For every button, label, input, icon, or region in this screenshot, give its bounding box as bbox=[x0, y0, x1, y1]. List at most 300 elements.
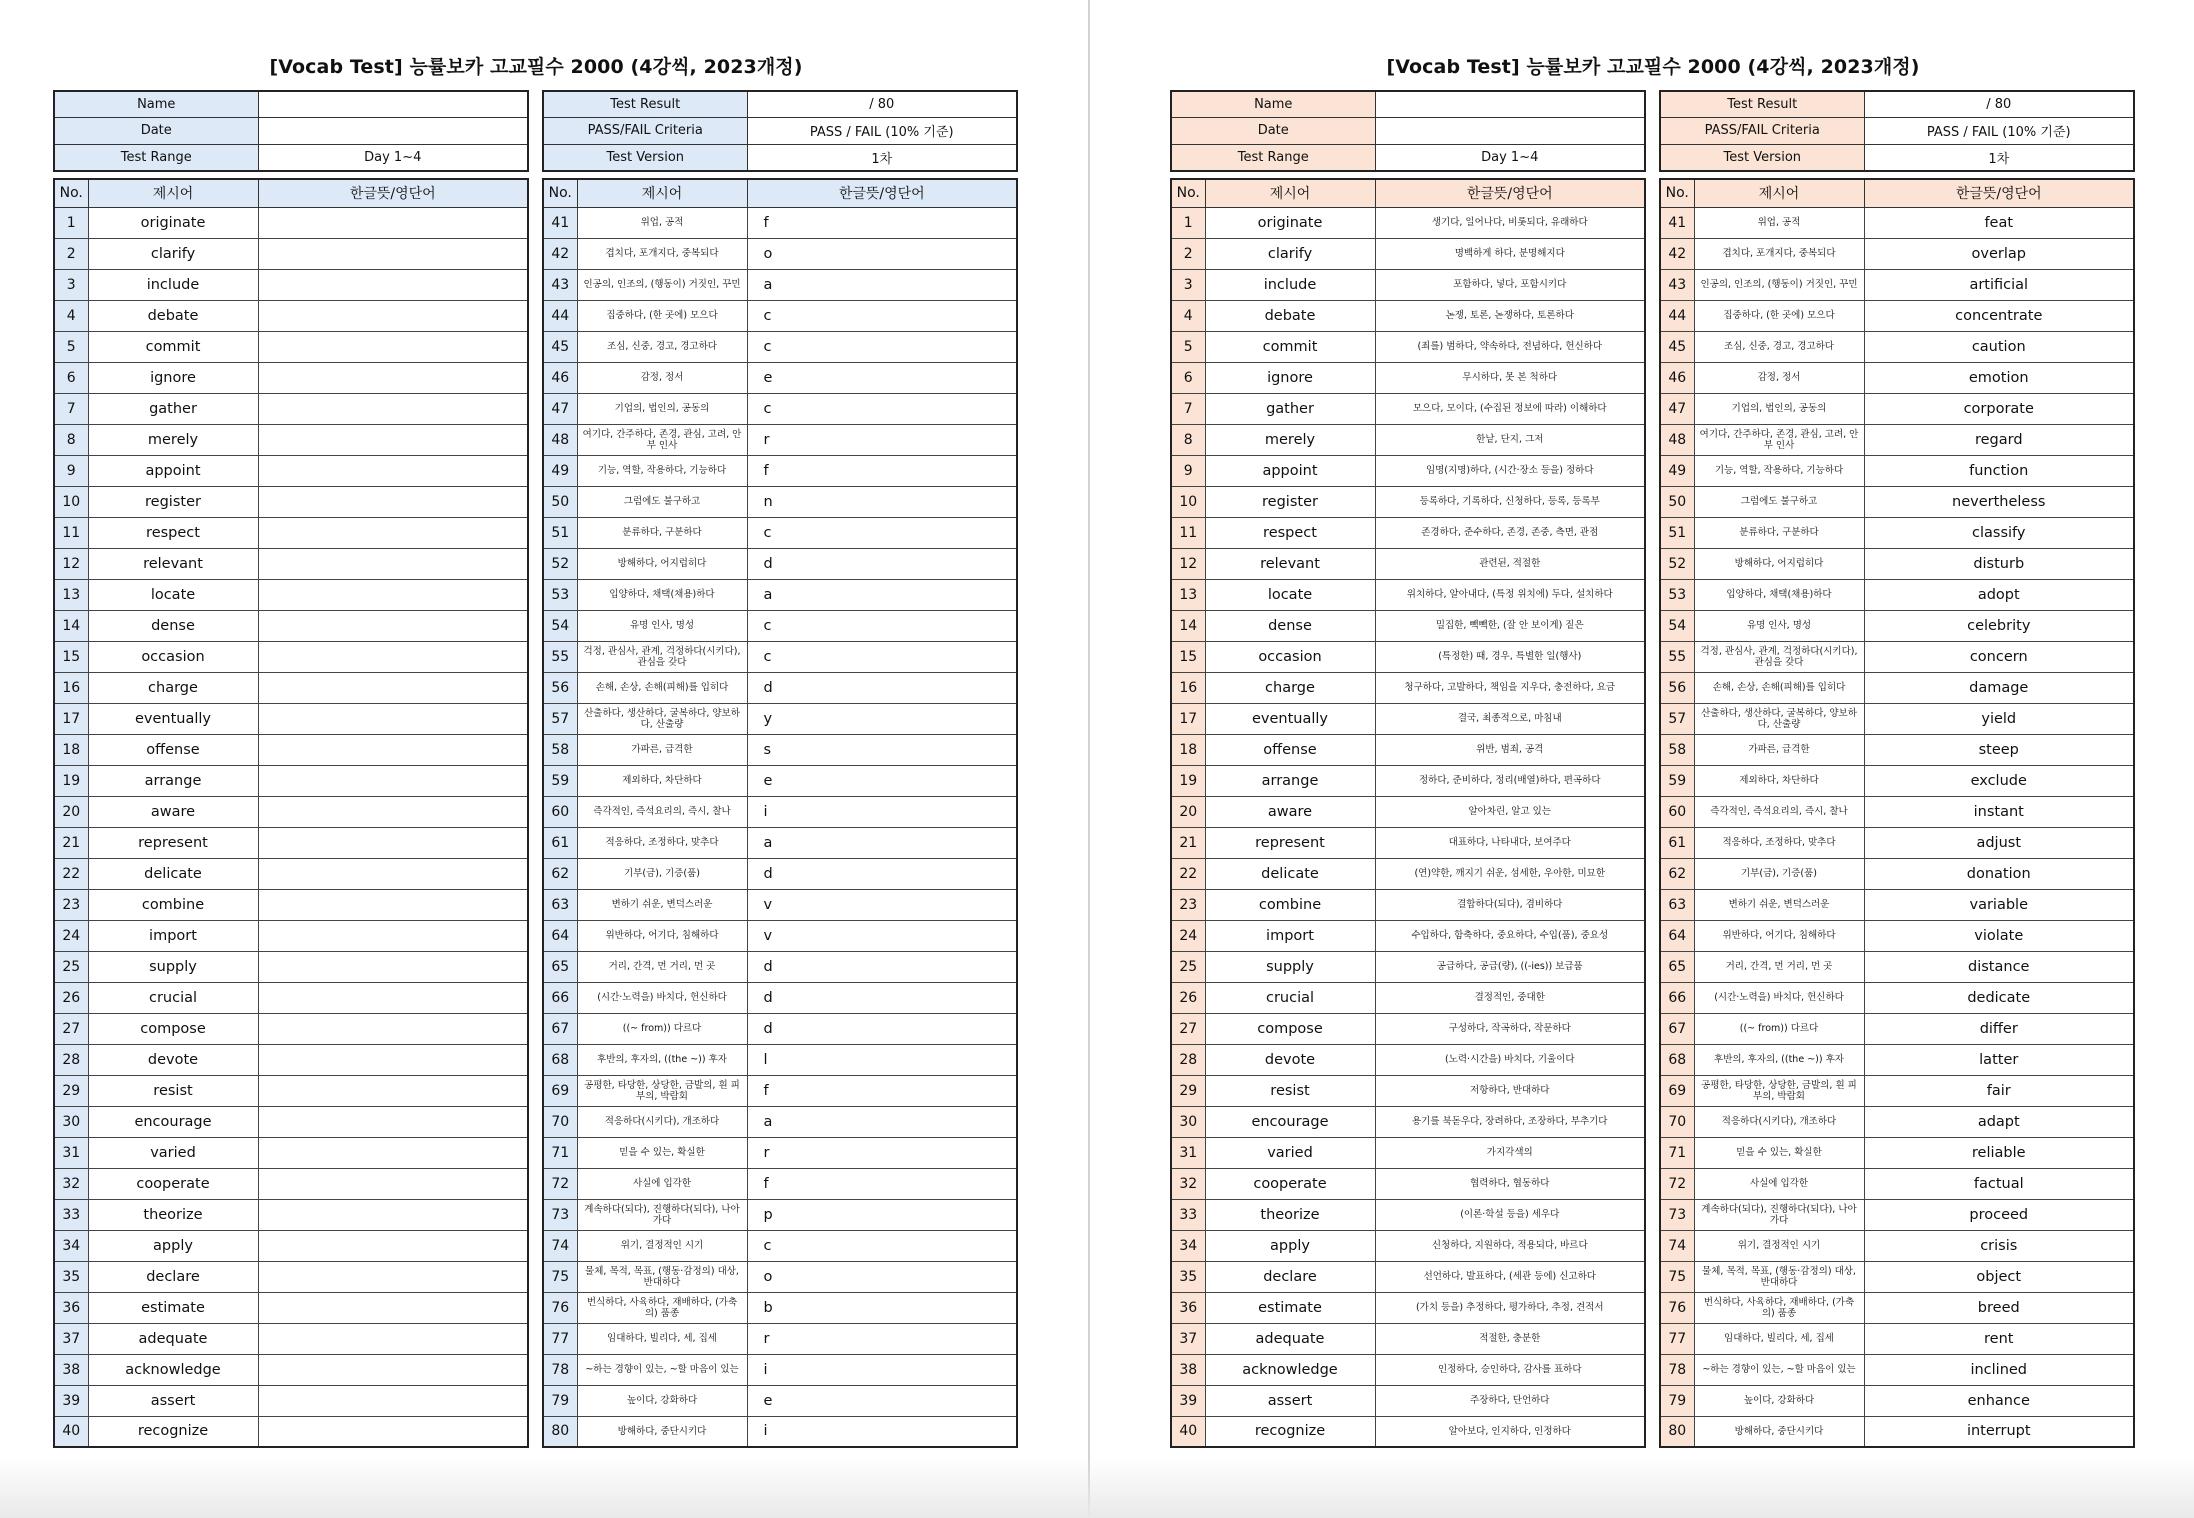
prompt-word: supply bbox=[88, 951, 258, 982]
answer-hint[interactable]: r bbox=[747, 424, 1017, 455]
answer-cell[interactable] bbox=[258, 1168, 528, 1199]
answer-cell[interactable] bbox=[258, 982, 528, 1013]
table-row bbox=[1171, 548, 1645, 579]
row-number: 26 bbox=[1171, 982, 1205, 1013]
prompt-meaning: 거리, 간격, 먼 거리, 먼 곳 bbox=[577, 951, 747, 982]
row-number: 57 bbox=[1660, 703, 1694, 734]
prompt-meaning: 위기, 결정적인 시기 bbox=[577, 1230, 747, 1261]
answer-cell[interactable] bbox=[258, 1230, 528, 1261]
row-number: 14 bbox=[1171, 610, 1205, 641]
prompt-meaning: 손해, 손상, 손해(피해)를 입히다 bbox=[1694, 672, 1864, 703]
answer-hint[interactable]: c bbox=[747, 517, 1017, 548]
answer-hint[interactable]: r bbox=[747, 1323, 1017, 1354]
row-number: 7 bbox=[1171, 393, 1205, 424]
prompt-word: offense bbox=[88, 734, 258, 765]
row-number: 35 bbox=[54, 1261, 88, 1292]
answer-cell[interactable] bbox=[258, 1106, 528, 1137]
answer-meaning: 청구하다, 고발하다, 책임을 지우다, 충전하다, 요금 bbox=[1375, 672, 1645, 703]
table-row bbox=[1660, 734, 2134, 765]
row-number: 19 bbox=[54, 765, 88, 796]
table-row bbox=[54, 300, 528, 331]
table-row bbox=[543, 1199, 1017, 1230]
answer-meaning: (연)약한, 깨지기 쉬운, 섬세한, 우아한, 미묘한 bbox=[1375, 858, 1645, 889]
prompt-meaning: ((~ from)) 다르다 bbox=[577, 1013, 747, 1044]
answer-hint[interactable]: e bbox=[747, 362, 1017, 393]
answer-cell[interactable] bbox=[258, 548, 528, 579]
prompt-word: compose bbox=[88, 1013, 258, 1044]
prompt-meaning: 위반하다, 어기다, 침해하다 bbox=[1694, 920, 1864, 951]
table-row bbox=[1171, 517, 1645, 548]
row-number: 71 bbox=[543, 1137, 577, 1168]
answer-cell[interactable] bbox=[258, 1044, 528, 1075]
table-row bbox=[1660, 1075, 2134, 1106]
answer-cell[interactable] bbox=[258, 796, 528, 827]
table-row bbox=[1171, 1075, 1645, 1106]
name-value[interactable] bbox=[258, 91, 528, 118]
prompt-word: register bbox=[88, 486, 258, 517]
prompt-word: locate bbox=[88, 579, 258, 610]
answer-hint[interactable]: f bbox=[747, 455, 1017, 486]
prompt-meaning: 겹치다, 포개지다, 중복되다 bbox=[1694, 238, 1864, 269]
prompt-meaning: 분류하다, 구분하다 bbox=[577, 517, 747, 548]
answer-hint[interactable]: y bbox=[747, 703, 1017, 734]
table-row bbox=[1171, 1230, 1645, 1261]
answer-cell[interactable] bbox=[258, 362, 528, 393]
row-number: 79 bbox=[543, 1385, 577, 1416]
col-answer-header: 한글뜻/영단어 bbox=[747, 179, 1017, 207]
answer-cell[interactable] bbox=[258, 672, 528, 703]
table-row bbox=[1171, 1137, 1645, 1168]
table-row bbox=[1660, 1261, 2134, 1292]
prompt-word: represent bbox=[88, 827, 258, 858]
prompt-word: originate bbox=[88, 207, 258, 238]
answer-cell[interactable] bbox=[258, 1075, 528, 1106]
row-number: 39 bbox=[54, 1385, 88, 1416]
table-row bbox=[543, 703, 1017, 734]
table-row bbox=[54, 641, 528, 672]
answer-hint[interactable]: a bbox=[747, 1106, 1017, 1137]
answer-word: rent bbox=[1864, 1323, 2134, 1354]
row-number: 8 bbox=[1171, 424, 1205, 455]
table-row bbox=[1660, 982, 2134, 1013]
row-number: 35 bbox=[1171, 1261, 1205, 1292]
answer-hint[interactable]: f bbox=[747, 1075, 1017, 1106]
row-number: 58 bbox=[543, 734, 577, 765]
answer-cell[interactable] bbox=[258, 1385, 528, 1416]
row-number: 59 bbox=[1660, 765, 1694, 796]
answer-hint[interactable]: o bbox=[747, 1261, 1017, 1292]
prompt-word: varied bbox=[1205, 1137, 1375, 1168]
table-row bbox=[543, 827, 1017, 858]
row-number: 42 bbox=[543, 238, 577, 269]
row-number: 68 bbox=[543, 1044, 577, 1075]
answer-word: donation bbox=[1864, 858, 2134, 889]
answer-meaning: 등록하다, 기록하다, 신청하다, 등록, 등록부 bbox=[1375, 486, 1645, 517]
table-row bbox=[54, 1106, 528, 1137]
row-number: 50 bbox=[1660, 486, 1694, 517]
col-answer-header: 한글뜻/영단어 bbox=[258, 179, 528, 207]
prompt-meaning: 거리, 간격, 먼 거리, 먼 곳 bbox=[1694, 951, 1864, 982]
answer-cell[interactable] bbox=[258, 1354, 528, 1385]
prompt-word: locate bbox=[1205, 579, 1375, 610]
answer-meaning: 주장하다, 단언하다 bbox=[1375, 1385, 1645, 1416]
row-number: 70 bbox=[543, 1106, 577, 1137]
table-row bbox=[1171, 1292, 1645, 1323]
answer-cell[interactable] bbox=[258, 331, 528, 362]
table-row bbox=[543, 1075, 1017, 1106]
answer-hint[interactable]: r bbox=[747, 1137, 1017, 1168]
answer-cell[interactable] bbox=[258, 765, 528, 796]
prompt-word: adequate bbox=[1205, 1323, 1375, 1354]
answer-cell[interactable] bbox=[258, 1292, 528, 1323]
answer-hint[interactable]: v bbox=[747, 889, 1017, 920]
table-row bbox=[1660, 703, 2134, 734]
prompt-meaning: 즉각적인, 즉석요리의, 즉시, 찰나 bbox=[577, 796, 747, 827]
table-row bbox=[1660, 610, 2134, 641]
prompt-word: apply bbox=[88, 1230, 258, 1261]
answer-cell[interactable] bbox=[258, 1323, 528, 1354]
row-number: 22 bbox=[1171, 858, 1205, 889]
answer-word: corporate bbox=[1864, 393, 2134, 424]
prompt-word: combine bbox=[88, 889, 258, 920]
row-number: 59 bbox=[543, 765, 577, 796]
answer-cell[interactable] bbox=[258, 1137, 528, 1168]
answer-hint[interactable]: l bbox=[747, 1044, 1017, 1075]
answer-hint[interactable]: a bbox=[747, 827, 1017, 858]
table-row bbox=[54, 610, 528, 641]
prompt-meaning: 인공의, 인조의, (행동이) 거짓인, 꾸민 bbox=[577, 269, 747, 300]
table-row bbox=[543, 920, 1017, 951]
prompt-meaning: 기업의, 법인의, 공동의 bbox=[577, 393, 747, 424]
prompt-meaning: 높이다, 강화하다 bbox=[1694, 1385, 1864, 1416]
row-number: 60 bbox=[1660, 796, 1694, 827]
col-prompt-header: 제시어 bbox=[1694, 179, 1864, 207]
answer-meaning: 인정하다, 승인하다, 감사를 표하다 bbox=[1375, 1354, 1645, 1385]
answer-word: instant bbox=[1864, 796, 2134, 827]
answer-cell[interactable] bbox=[258, 951, 528, 982]
answer-meaning: 한낱, 단지, 그저 bbox=[1375, 424, 1645, 455]
table-row bbox=[1171, 796, 1645, 827]
row-number: 36 bbox=[1171, 1292, 1205, 1323]
answer-word: dedicate bbox=[1864, 982, 2134, 1013]
test-range-label: Test Range bbox=[1171, 144, 1375, 171]
prompt-word: assert bbox=[88, 1385, 258, 1416]
row-number: 63 bbox=[1660, 889, 1694, 920]
table-row bbox=[1171, 951, 1645, 982]
row-number: 53 bbox=[1660, 579, 1694, 610]
table-row bbox=[1171, 889, 1645, 920]
row-number: 77 bbox=[543, 1323, 577, 1354]
prompt-meaning: 산출하다, 생산하다, 굴복하다, 양보하다, 산출량 bbox=[1694, 703, 1864, 734]
answer-hint[interactable]: c bbox=[747, 1230, 1017, 1261]
answer-hint[interactable]: b bbox=[747, 1292, 1017, 1323]
prompt-meaning: 물체, 목적, 목표, (행동·감정의) 대상, 반대하다 bbox=[1694, 1261, 1864, 1292]
table-row bbox=[54, 207, 528, 238]
prompt-meaning: 걱정, 관심사, 관계, 걱정하다(시키다), 관심을 갖다 bbox=[577, 641, 747, 672]
row-number: 5 bbox=[1171, 331, 1205, 362]
table-row bbox=[1171, 1168, 1645, 1199]
answer-cell[interactable] bbox=[258, 889, 528, 920]
answer-meaning: 결국, 최종적으로, 마침내 bbox=[1375, 703, 1645, 734]
answer-hint[interactable]: v bbox=[747, 920, 1017, 951]
answer-hint[interactable]: i bbox=[747, 1416, 1017, 1447]
answer-cell[interactable] bbox=[258, 858, 528, 889]
prompt-word: ignore bbox=[88, 362, 258, 393]
answer-cell[interactable] bbox=[258, 517, 528, 548]
answer-hint[interactable]: i bbox=[747, 1354, 1017, 1385]
row-number: 60 bbox=[543, 796, 577, 827]
answer-meaning: 가지각색의 bbox=[1375, 1137, 1645, 1168]
prompt-meaning: 적응하다(시키다), 개조하다 bbox=[577, 1106, 747, 1137]
answer-cell[interactable] bbox=[258, 827, 528, 858]
prompt-word: aware bbox=[88, 796, 258, 827]
answer-hint[interactable]: d bbox=[747, 951, 1017, 982]
prompt-word: gather bbox=[1205, 393, 1375, 424]
answer-meaning: 모으다, 모이다, (수집된 정보에 따라) 이해하다 bbox=[1375, 393, 1645, 424]
answer-meaning: 임명(지명)하다, (시간·장소 등을) 정하다 bbox=[1375, 455, 1645, 486]
row-number: 66 bbox=[543, 982, 577, 1013]
answer-word: classify bbox=[1864, 517, 2134, 548]
answer-hint[interactable]: c bbox=[747, 300, 1017, 331]
table-row bbox=[1171, 734, 1645, 765]
answer-meaning: (특정한) 때, 경우, 특별한 일(행사) bbox=[1375, 641, 1645, 672]
table-row bbox=[543, 796, 1017, 827]
answer-word: inclined bbox=[1864, 1354, 2134, 1385]
answer-cell[interactable] bbox=[258, 1261, 528, 1292]
col-prompt-header: 제시어 bbox=[88, 179, 258, 207]
date-value[interactable] bbox=[258, 118, 528, 145]
prompt-word: merely bbox=[88, 424, 258, 455]
row-number: 20 bbox=[1171, 796, 1205, 827]
prompt-word: include bbox=[1205, 269, 1375, 300]
table-row bbox=[1660, 300, 2134, 331]
answer-meaning: 존경하다, 준수하다, 존경, 존중, 측면, 관점 bbox=[1375, 517, 1645, 548]
prompt-meaning: 겹치다, 포개지다, 중복되다 bbox=[577, 238, 747, 269]
test-range-label: Test Range bbox=[54, 144, 258, 171]
prompt-meaning: 임대하다, 빌리다, 세, 집세 bbox=[1694, 1323, 1864, 1354]
prompt-meaning: 기부(금), 기증(품) bbox=[1694, 858, 1864, 889]
answer-hint[interactable]: a bbox=[747, 579, 1017, 610]
col-no-header: No. bbox=[1171, 179, 1205, 207]
row-number: 20 bbox=[54, 796, 88, 827]
table-row bbox=[543, 610, 1017, 641]
table-row bbox=[54, 1323, 528, 1354]
prompt-meaning: 집중하다, (한 곳에) 모으다 bbox=[577, 300, 747, 331]
row-number: 52 bbox=[543, 548, 577, 579]
row-number: 16 bbox=[1171, 672, 1205, 703]
row-number: 5 bbox=[54, 331, 88, 362]
table-row bbox=[543, 1044, 1017, 1075]
prompt-meaning: 적응하다(시키다), 개조하다 bbox=[1694, 1106, 1864, 1137]
row-number: 23 bbox=[1171, 889, 1205, 920]
row-number: 37 bbox=[54, 1323, 88, 1354]
row-number: 56 bbox=[1660, 672, 1694, 703]
table-row bbox=[1171, 269, 1645, 300]
prompt-word: devote bbox=[1205, 1044, 1375, 1075]
answer-hint[interactable]: n bbox=[747, 486, 1017, 517]
date-value[interactable] bbox=[1375, 118, 1645, 145]
table-row bbox=[1171, 331, 1645, 362]
row-number: 13 bbox=[54, 579, 88, 610]
answer-cell[interactable] bbox=[258, 610, 528, 641]
prompt-meaning: 변하기 쉬운, 변덕스러운 bbox=[1694, 889, 1864, 920]
answer-cell[interactable] bbox=[258, 424, 528, 455]
row-number: 52 bbox=[1660, 548, 1694, 579]
table-row bbox=[1171, 1261, 1645, 1292]
row-number: 40 bbox=[1171, 1416, 1205, 1447]
table-row bbox=[543, 1323, 1017, 1354]
row-number: 48 bbox=[1660, 424, 1694, 455]
table-row bbox=[1660, 331, 2134, 362]
answer-cell[interactable] bbox=[258, 920, 528, 951]
row-number: 6 bbox=[54, 362, 88, 393]
row-number: 69 bbox=[1660, 1075, 1694, 1106]
row-number: 69 bbox=[543, 1075, 577, 1106]
answer-hint[interactable]: d bbox=[747, 672, 1017, 703]
row-number: 30 bbox=[54, 1106, 88, 1137]
row-number: 9 bbox=[1171, 455, 1205, 486]
prompt-meaning: 기업의, 법인의, 공동의 bbox=[1694, 393, 1864, 424]
row-number: 23 bbox=[54, 889, 88, 920]
table-row bbox=[54, 1416, 528, 1447]
table-row bbox=[543, 300, 1017, 331]
answer-cell[interactable] bbox=[258, 269, 528, 300]
row-number: 27 bbox=[54, 1013, 88, 1044]
prompt-meaning: 기능, 역할, 작용하다, 기능하다 bbox=[1694, 455, 1864, 486]
answer-word: artificial bbox=[1864, 269, 2134, 300]
answer-cell[interactable] bbox=[258, 486, 528, 517]
row-number: 78 bbox=[1660, 1354, 1694, 1385]
table-row bbox=[54, 486, 528, 517]
prompt-meaning: 방해하다, 중단시키다 bbox=[1694, 1416, 1864, 1447]
answer-cell[interactable] bbox=[258, 579, 528, 610]
answer-hint[interactable]: s bbox=[747, 734, 1017, 765]
answer-word: factual bbox=[1864, 1168, 2134, 1199]
table-row bbox=[1660, 858, 2134, 889]
row-number: 34 bbox=[54, 1230, 88, 1261]
answer-cell[interactable] bbox=[258, 1199, 528, 1230]
answer-cell[interactable] bbox=[258, 238, 528, 269]
table-row bbox=[1171, 238, 1645, 269]
prompt-meaning: 조심, 신중, 경고, 경고하다 bbox=[1694, 331, 1864, 362]
table-row bbox=[543, 1230, 1017, 1261]
answer-cell[interactable] bbox=[258, 734, 528, 765]
test-version-value: 1차 bbox=[1864, 144, 2134, 171]
answer-hint[interactable]: d bbox=[747, 1013, 1017, 1044]
answer-hint[interactable]: a bbox=[747, 269, 1017, 300]
row-number: 62 bbox=[1660, 858, 1694, 889]
table-row bbox=[54, 1230, 528, 1261]
prompt-meaning: 인공의, 인조의, (행동이) 거짓인, 꾸민 bbox=[1694, 269, 1864, 300]
table-row bbox=[1660, 1230, 2134, 1261]
answer-hint[interactable]: p bbox=[747, 1199, 1017, 1230]
row-number: 79 bbox=[1660, 1385, 1694, 1416]
row-number: 22 bbox=[54, 858, 88, 889]
table-row bbox=[1171, 393, 1645, 424]
answer-hint[interactable]: i bbox=[747, 796, 1017, 827]
answer-hint[interactable]: f bbox=[747, 1168, 1017, 1199]
answer-word: violate bbox=[1864, 920, 2134, 951]
table-row bbox=[54, 1261, 528, 1292]
prompt-word: commit bbox=[88, 331, 258, 362]
answer-hint[interactable]: o bbox=[747, 238, 1017, 269]
answer-cell[interactable] bbox=[258, 455, 528, 486]
table-row bbox=[54, 455, 528, 486]
row-number: 54 bbox=[1660, 610, 1694, 641]
criteria-value: PASS / FAIL (10% 기준) bbox=[747, 118, 1017, 145]
row-number: 3 bbox=[54, 269, 88, 300]
answer-word: steep bbox=[1864, 734, 2134, 765]
answer-cell[interactable] bbox=[258, 393, 528, 424]
answer-word: fair bbox=[1864, 1075, 2134, 1106]
table-row bbox=[1660, 269, 2134, 300]
answer-hint[interactable]: d bbox=[747, 858, 1017, 889]
page-bottom-shadow bbox=[0, 1458, 2194, 1518]
answer-cell[interactable] bbox=[258, 641, 528, 672]
row-number: 1 bbox=[1171, 207, 1205, 238]
answer-hint[interactable]: d bbox=[747, 548, 1017, 579]
table-row bbox=[543, 1261, 1017, 1292]
table-row bbox=[54, 703, 528, 734]
row-number: 6 bbox=[1171, 362, 1205, 393]
row-number: 72 bbox=[1660, 1168, 1694, 1199]
table-row bbox=[1171, 300, 1645, 331]
answer-hint[interactable]: c bbox=[747, 641, 1017, 672]
row-number: 55 bbox=[1660, 641, 1694, 672]
prompt-word: offense bbox=[1205, 734, 1375, 765]
answer-word: celebrity bbox=[1864, 610, 2134, 641]
answer-hint[interactable]: d bbox=[747, 982, 1017, 1013]
row-number: 21 bbox=[1171, 827, 1205, 858]
row-number: 31 bbox=[54, 1137, 88, 1168]
answer-word: variable bbox=[1864, 889, 2134, 920]
row-number: 76 bbox=[1660, 1292, 1694, 1323]
table-row bbox=[543, 1106, 1017, 1137]
prompt-meaning: 제외하다, 차단하다 bbox=[577, 765, 747, 796]
row-number: 14 bbox=[54, 610, 88, 641]
table-row bbox=[543, 1416, 1017, 1447]
prompt-word: eventually bbox=[88, 703, 258, 734]
prompt-word: eventually bbox=[1205, 703, 1375, 734]
answer-cell[interactable] bbox=[258, 1416, 528, 1447]
prompt-word: import bbox=[88, 920, 258, 951]
prompt-word: recognize bbox=[1205, 1416, 1375, 1447]
answer-cell[interactable] bbox=[258, 207, 528, 238]
answer-hint[interactable]: c bbox=[747, 331, 1017, 362]
table-row bbox=[54, 579, 528, 610]
answer-hint[interactable]: c bbox=[747, 393, 1017, 424]
row-number: 29 bbox=[1171, 1075, 1205, 1106]
prompt-word: assert bbox=[1205, 1385, 1375, 1416]
answer-word: disturb bbox=[1864, 548, 2134, 579]
answer-hint[interactable]: f bbox=[747, 207, 1017, 238]
answer-cell[interactable] bbox=[258, 300, 528, 331]
row-number: 42 bbox=[1660, 238, 1694, 269]
answer-hint[interactable]: e bbox=[747, 765, 1017, 796]
prompt-word: devote bbox=[88, 1044, 258, 1075]
prompt-word: gather bbox=[88, 393, 258, 424]
col-answer-header: 한글뜻/영단어 bbox=[1375, 179, 1645, 207]
answer-cell[interactable] bbox=[258, 1013, 528, 1044]
answer-meaning: 명백하게 하다, 분명해지다 bbox=[1375, 238, 1645, 269]
prompt-meaning: 사실에 입각한 bbox=[577, 1168, 747, 1199]
answer-cell[interactable] bbox=[258, 703, 528, 734]
answer-hint[interactable]: e bbox=[747, 1385, 1017, 1416]
prompt-meaning: 즉각적인, 즉석요리의, 즉시, 찰나 bbox=[1694, 796, 1864, 827]
answer-hint[interactable]: c bbox=[747, 610, 1017, 641]
table-row bbox=[1171, 703, 1645, 734]
name-value[interactable] bbox=[1375, 91, 1645, 118]
